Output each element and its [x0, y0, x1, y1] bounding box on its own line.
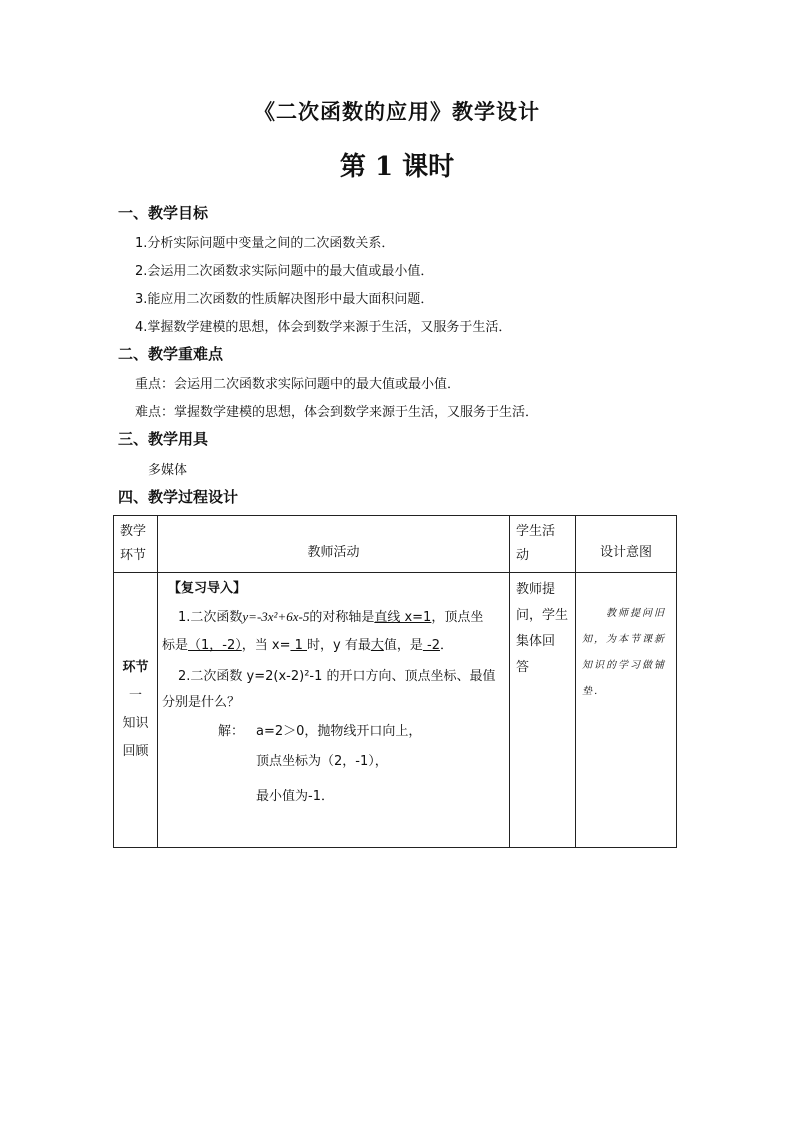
answer-label: 解： — [218, 724, 245, 739]
goal-item: 3.能应用二次函数的性质解决图形中最大面积问题． — [135, 292, 434, 307]
student-line: 答 — [516, 660, 530, 675]
q1-text: 的对称轴是 — [309, 610, 375, 625]
header-intent-label: 设计意图 — [599, 544, 652, 560]
header-teacher-label: 教师活动 — [307, 544, 360, 560]
header-student-line: 学生活 — [516, 524, 556, 539]
section-heading-goals: 一、教学目标 — [118, 204, 209, 222]
header-teacher — [158, 516, 510, 573]
answer-line: 顶点坐标为（2，-1）， — [256, 754, 388, 769]
header-stage-line: 教学 — [120, 524, 147, 539]
q1-answer-blank: 1 — [290, 638, 308, 653]
activity-cell — [158, 573, 510, 848]
header-student — [510, 516, 576, 573]
difficult-point: 难点：掌握数学建模的思想，体会到数学来源于生活，又服务于生活． — [135, 405, 539, 420]
answer-line: 最小值为-1． — [256, 789, 334, 804]
stage-line: 一 — [128, 688, 142, 703]
answer-line: a=2＞0，抛物线开口向上， — [256, 724, 422, 739]
q1-text: ，当 x= — [241, 638, 291, 653]
q1-text: ，顶点坐 — [431, 610, 484, 625]
section-heading-process: 四、教学过程设计 — [118, 488, 239, 506]
question-1-line-2 — [162, 634, 453, 653]
goal-item: 4.掌握数学建模的思想，体会到数学来源于生活，又服务于生活． — [135, 320, 512, 335]
stage-cell — [114, 573, 158, 848]
q1-answer-blank: （1，-2） — [188, 638, 242, 653]
q1-answer-blank: 大 — [370, 638, 384, 653]
intent-text: 教师提问旧知，为本节课新知识的学习做铺垫． — [582, 608, 666, 697]
table-header-row — [114, 516, 677, 573]
tools-text: 多媒体 — [148, 463, 188, 478]
student-line: 教师提 — [516, 582, 556, 597]
q1-text: 标是 — [162, 638, 189, 653]
lesson-subtitle: 第 1 课时 — [339, 152, 455, 182]
header-student-line: 动 — [516, 548, 530, 563]
student-line: 集体回 — [516, 634, 556, 649]
q1-answer-blank: 直线 x=1 — [374, 610, 432, 625]
question-1-line-1 — [178, 606, 483, 625]
stage-line: 环节 — [122, 660, 149, 675]
header-stage — [114, 516, 158, 573]
table-row — [114, 573, 677, 848]
student-line: 问，学生 — [516, 608, 569, 623]
intent-cell — [576, 573, 677, 848]
goal-item: 1.分析实际问题中变量之间的二次函数关系． — [135, 236, 395, 251]
goal-item: 2.会运用二次函数求实际问题中的最大值或最小值． — [135, 264, 434, 279]
q1-answer-blank: -2 — [422, 638, 440, 653]
student-cell — [510, 573, 576, 848]
header-intent — [576, 516, 677, 573]
q1-text: 值，是 — [383, 638, 423, 653]
stage-line: 知识 — [122, 716, 149, 731]
q1-expression: y=-3x²+6x-5 — [242, 609, 310, 624]
section-heading-key-points: 二、教学重难点 — [118, 345, 224, 363]
key-point: 重点：会运用二次函数求实际问题中的最大值或最小值． — [135, 377, 461, 392]
section-heading-tools: 三、教学用具 — [118, 430, 209, 448]
activity-heading: 【复习导入】 — [168, 581, 247, 596]
process-table — [113, 515, 677, 848]
q1-text: 1.二次函数 — [178, 610, 243, 625]
header-stage-line: 环节 — [120, 548, 147, 563]
q1-text: 时，y 有最 — [307, 638, 371, 653]
question-2-line-1: 2.二次函数 y=2(x-2)²-1 的开口方向、顶点坐标、最值 — [178, 669, 496, 684]
stage-line: 回顾 — [122, 744, 149, 759]
q1-text: ． — [439, 638, 453, 653]
document-title: 《二次函数的应用》教学设计 — [254, 99, 540, 124]
question-2-line-2: 分别是什么？ — [162, 695, 241, 710]
